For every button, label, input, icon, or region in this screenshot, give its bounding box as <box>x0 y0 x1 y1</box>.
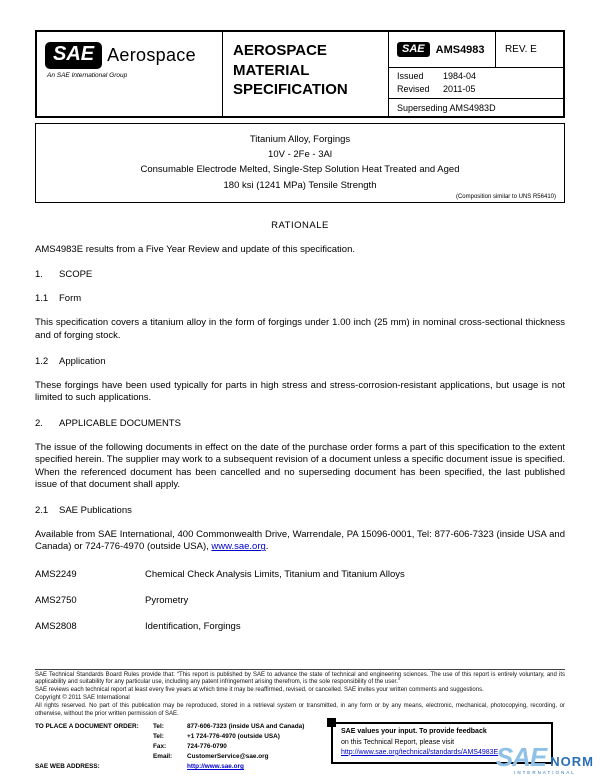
revision-label: REV. E <box>504 44 537 55</box>
sae-badge-icon: SAE <box>397 42 430 57</box>
header-box <box>35 30 565 118</box>
section-2-paragraph: The issue of the following documents in effect on the date of the purchase order forms a part of this specification to the extent specified herein. The supplier may work to a subsequent revision of a document unless a specific document issue is specified. When the referenced document has been cancelled and no superseding document has been specified, the last published issue of that document shall apply. <box>35 441 565 491</box>
availability-text-end: . <box>265 541 269 553</box>
watermark-sae-logo: SAE <box>495 741 547 772</box>
title-line-3: SPECIFICATION <box>233 81 348 98</box>
revised-date: 2011-05 <box>443 84 476 95</box>
section-1-2-heading <box>35 356 565 367</box>
rationale-heading: RATIONALE <box>271 219 329 231</box>
specification-title-block <box>35 123 565 203</box>
section-2-1-heading <box>35 505 565 516</box>
logo-tagline: An SAE International Group <box>47 72 128 79</box>
sae-org-link[interactable]: www.sae.org <box>211 541 266 553</box>
tel-label: Tel: <box>153 733 164 741</box>
email-value: CustomerService@sae.org <box>187 753 269 761</box>
title-line-2: MATERIAL <box>233 61 310 79</box>
section-2-number: 2. <box>35 417 43 429</box>
section-2-title: APPLICABLE DOCUMENTS <box>59 417 181 429</box>
section-1-2-number: 1.2 <box>35 355 49 367</box>
title-line-1: AEROSPACE <box>233 42 327 59</box>
document-reference-row <box>35 595 565 606</box>
fax-label: Fax: <box>153 743 167 751</box>
document-reference-row <box>35 621 565 632</box>
tel-label: Tel: <box>153 723 164 731</box>
feedback-link[interactable]: http://www.sae.org/technical/standards/AMS4983E <box>341 748 499 756</box>
section-2-1-number: 2.1 <box>35 504 49 516</box>
section-1-heading <box>35 269 565 280</box>
footer-divider <box>35 669 565 670</box>
watermark-norm-text: NORM <box>550 753 594 769</box>
feedback-line-2: on this Technical Report, please visit <box>341 738 455 746</box>
availability-text: Available from SAE International, 400 Commonwealth Drive, Warrendale, PA 15096-0001, Tel: 877-606-7323 (inside USA and Canada) or 724-776-4970 (outside USA), <box>35 528 565 553</box>
sae-norm-watermark <box>495 741 594 775</box>
feedback-line-1: SAE values your input. To provide feedback <box>341 728 487 736</box>
section-2-1-title: SAE Publications <box>59 504 132 516</box>
section-1-1-heading <box>35 293 565 304</box>
doc-ref-title: Pyrometry <box>145 594 189 606</box>
disclaimer-2: SAE reviews each technical report at least every five years at which time it may be reaffirmed, revised, or cancelled. SAE invites your written comments and suggestions. <box>35 687 484 694</box>
section-1-number: 1. <box>35 269 43 281</box>
composition-note: (Composition similar to UNS R56410) <box>455 193 556 200</box>
disclaimer-1: SAE Technical Standards Board Rules provide that: “This report is published by SAE to advance the state of technical and engineering sciences. The use of this report is entirely voluntary, and its applicability and suitability for any particular use, including any patent infringement arising therefrom, is the sole responsibility of the user.” <box>35 671 565 686</box>
rights-line: All rights reserved. No part of this publication may be reproduced, stored in a retrieval system or transmitted, in any form or by any means, electronic, mechanical, photocopying, recording, or otherwise, without the prior written permission of SAE. <box>35 702 565 717</box>
tel-value: 877-606-7323 (inside USA and Canada) <box>187 723 305 731</box>
corner-square-icon <box>327 718 336 727</box>
section-1-1-number: 1.1 <box>35 293 49 305</box>
doc-ref-title: Chemical Check Analysis Limits, Titanium and Titanium Alloys <box>145 568 405 580</box>
doc-ref-number: AMS2249 <box>35 568 77 580</box>
section-1-title: SCOPE <box>59 269 93 281</box>
rationale-paragraph: AMS4983E results from a Five Year Review and update of this specification. <box>35 243 356 255</box>
copyright-line: Copyright © 2011 SAE International <box>35 695 130 701</box>
document-number-cell <box>389 32 496 67</box>
email-label: Email: <box>153 753 173 761</box>
spec-title-line-2: 10V - 2Fe - 3Al <box>268 149 332 161</box>
spec-title-line-1: Titanium Alloy, Forgings <box>249 134 351 145</box>
section-2-heading <box>35 418 565 429</box>
document-reference-row <box>35 569 565 580</box>
tel-value: +1 724-776-4970 (outside USA) <box>187 733 280 741</box>
document-type-title <box>223 32 389 116</box>
section-2-1-paragraph <box>35 529 565 554</box>
sae-aerospace-logo <box>37 32 223 116</box>
order-label: TO PLACE A DOCUMENT ORDER: <box>35 723 139 731</box>
sae-logo-icon: SAE <box>45 42 102 69</box>
issued-date: 1984-04 <box>443 71 477 81</box>
section-1-1-title: Form <box>59 293 82 305</box>
spec-title-line-4: 180 ksi (1241 MPa) Tensile Strength <box>223 179 377 191</box>
fax-value: 724-776-0790 <box>187 743 227 751</box>
watermark-subtext: INTERNATIONAL <box>514 770 576 775</box>
doc-ref-number: AMS2808 <box>35 620 77 632</box>
doc-ref-number: AMS2750 <box>35 594 77 606</box>
section-1-1-paragraph: This specification covers a titanium alloy in the form of forgings under 1.00 inch (25 mm) in nominal cross-sectional thickness and of forging stock. <box>35 317 565 341</box>
document-number: AMS4983 <box>435 43 485 56</box>
document-order-block <box>35 722 331 772</box>
doc-ref-title: Identification, Forgings <box>145 620 241 632</box>
issued-revised-cell <box>389 68 563 99</box>
revised-label: Revised <box>397 84 430 95</box>
spec-title-line-3: Consumable Electrode Melted, Single-Step Solution Heat Treated and Aged <box>140 164 460 176</box>
sae-web-address-link[interactable]: http://www.sae.org <box>187 763 244 771</box>
issued-label: Issued <box>397 71 424 81</box>
web-address-label: SAE WEB ADDRESS: <box>35 763 100 771</box>
header-right-block <box>389 32 563 116</box>
logo-aerospace-text: Aerospace <box>107 45 196 65</box>
legal-fineprint <box>35 672 565 719</box>
section-1-2-title: Application <box>59 355 106 367</box>
superseding-note: Superseding AMS4983D <box>397 102 496 113</box>
section-1-2-paragraph: These forgings have been used typically for parts in high stress and stress-corrosion-resistant applications, but usage is not limited to such applications. <box>35 379 565 404</box>
